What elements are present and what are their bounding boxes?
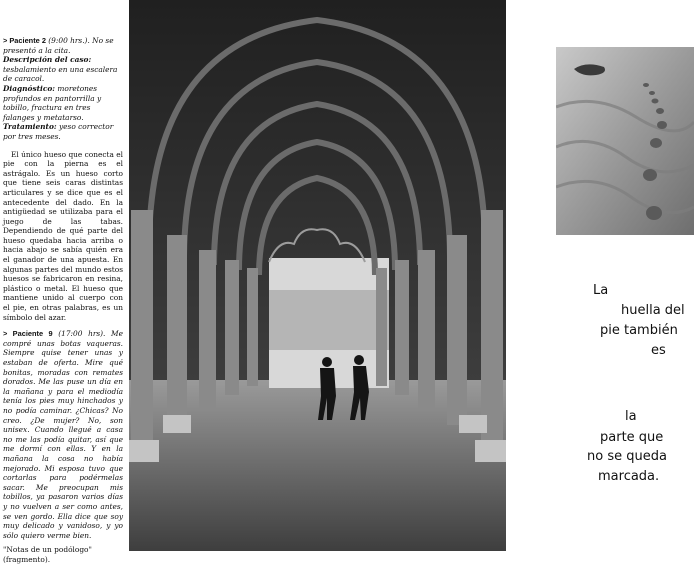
poem-line-5: la bbox=[625, 409, 637, 424]
poem-line-1: La bbox=[593, 283, 609, 298]
poem-line-7: no se queda bbox=[587, 449, 667, 464]
astragalus-article: El único hueso que conecta el pie con la pierna es el astrágalo. Es un hueso corto que tiene seis caras distintas articulares y se dice que es el antecedente del dado. En la antigüedad se utilizaba para el juego de las tabas. Dependiendo de qué parte del hueso quedaba hacia arriba o hacia abajo se sabía quién era el ganador de una apuesta. En algunas partes del mundo estos huesos se fabricaron en resina, plástico o metal. El hueso que mantiene unido al cuerpo con el pie, en otras palabras, es un símbolo del azar. bbox=[3, 149, 123, 322]
poem-line-2: huella del bbox=[621, 303, 685, 318]
patient-2-marker: > Paciente 2 bbox=[3, 36, 46, 45]
case-label: Descripción del caso: bbox=[3, 55, 92, 65]
patient-9-marker: > Paciente 9 bbox=[3, 329, 53, 339]
diagnosis-text: moretones profundos en pantorrilla y tobillo, fractura en tres falanges y metatarso. bbox=[3, 83, 102, 122]
patient-9-entry bbox=[3, 329, 123, 540]
case-description bbox=[3, 55, 123, 84]
poem-line-6: parte que bbox=[600, 430, 664, 445]
case-text: tesbalamiento en una escalera de caracol. bbox=[3, 64, 118, 84]
treatment-text: yeso corrector por tres meses. bbox=[3, 122, 114, 141]
treatment-label: Tratamiento: bbox=[3, 122, 57, 132]
poem-line-3: pie también bbox=[600, 323, 678, 338]
footprints-sand-illustration bbox=[556, 47, 694, 235]
footprints-photo bbox=[556, 47, 694, 235]
poem-line-8: marcada. bbox=[598, 469, 660, 484]
diagnosis bbox=[3, 84, 123, 122]
arcade-photo bbox=[129, 0, 506, 551]
treatment bbox=[3, 122, 123, 141]
source-note: "Notas de un podólogo" (fragmento). bbox=[3, 545, 92, 564]
patient-2-entry bbox=[3, 36, 123, 55]
diagnosis-label: Diagnóstico: bbox=[3, 83, 56, 93]
patient-9-text: (17:00 hrs). Me compré unas botas vaqueras. Siempre quise tener unas y estaban de oferta. Mire qué bonitas, moradas con remates dorados. Me las puse un día en la mañana y para el mediodía tenía los pies muy hinchados y no podía caminar. ¿Chicas? No creo. ¿De mujer? No, son unisex. Cuando llegué a casa no me las podía quitar, así que me dormí con ellas. Y en la mañana la cosa no había mejorado. Mi esposa tuvo que cortarlas para podérmelas sacar. Me preocupan mis tobillos, ya pasaron varios días y no vuelven a ser como antes, se ven gordo. Ella dice que soy muy delicado y vanidoso, y yo sólo quiero verme bien. bbox=[3, 329, 123, 540]
left-text-column bbox=[3, 36, 123, 564]
arcade-photo-illustration bbox=[129, 0, 506, 551]
poem-line-4: es bbox=[651, 343, 666, 358]
patient-2-time-note: (9:00 hrs.). No se presentó a la cita. bbox=[3, 36, 114, 55]
